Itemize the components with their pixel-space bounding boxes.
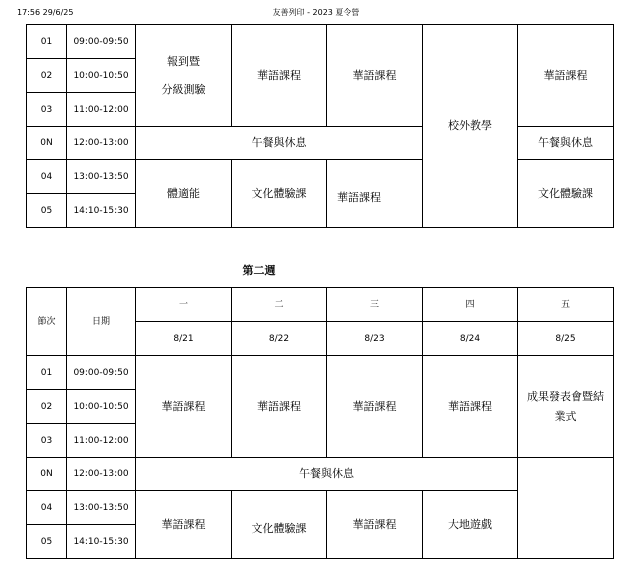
- checkin-cell: [136, 25, 232, 127]
- time-cell: 10:00-10:50: [67, 59, 136, 93]
- closing-ceremony-cell: [518, 356, 614, 458]
- mandarin-cell: 華語課程: [423, 356, 518, 458]
- period-cell: 01: [27, 356, 67, 390]
- date-header: 8/21: [136, 322, 232, 356]
- date-header: 8/24: [423, 322, 518, 356]
- time-cell: 09:00-09:50: [67, 25, 136, 59]
- mandarin-cell: 華語課程: [136, 356, 232, 458]
- mandarin-cell: 華語課程: [327, 25, 423, 127]
- table-row: [27, 458, 614, 491]
- day-header: 二: [232, 288, 327, 322]
- week1-schedule-table: [26, 24, 614, 228]
- pe-cell: 體適能: [136, 160, 232, 228]
- period-cell: 04: [27, 160, 67, 194]
- period-cell: 0N: [27, 127, 67, 160]
- time-cell: 14:10-15:30: [67, 525, 136, 559]
- table-row: [27, 127, 614, 160]
- lunch-cell: 午餐與休息: [136, 458, 518, 491]
- day-header: 四: [423, 288, 518, 322]
- mandarin-cell: 華語課程: [232, 25, 327, 127]
- period-cell: 0N: [27, 458, 67, 491]
- date-column-header: 日期: [67, 288, 136, 356]
- lunch-cell: 午餐與休息: [518, 127, 614, 160]
- period-cell: 05: [27, 194, 67, 228]
- time-cell: 11:00-12:00: [67, 93, 136, 127]
- period-cell: 01: [27, 25, 67, 59]
- culture-cell: 文化體驗課: [232, 491, 327, 559]
- time-cell: 12:00-13:00: [67, 458, 136, 491]
- checkin-line2: 分級測驗: [161, 82, 206, 96]
- day-header: 一: [136, 288, 232, 322]
- date-header: 8/22: [232, 322, 327, 356]
- closing-line2: 業式: [554, 409, 577, 423]
- period-column-header: 節次: [27, 288, 67, 356]
- culture-cell: 文化體驗課: [518, 160, 614, 228]
- time-cell: 10:00-10:50: [67, 390, 136, 424]
- week2-heading: 第二週: [242, 264, 276, 277]
- mandarin-cell: 華語課程: [327, 160, 423, 228]
- period-cell: 05: [27, 525, 67, 559]
- mandarin-cell: 華語課程: [232, 356, 327, 458]
- period-cell: 03: [27, 93, 67, 127]
- table-row: [27, 356, 614, 390]
- empty-cell: [518, 458, 614, 559]
- week2-schedule-table: [26, 287, 614, 559]
- mandarin-cell: 華語課程: [136, 491, 232, 559]
- print-timestamp: 17:56 29/6/25: [17, 8, 74, 17]
- time-cell: 11:00-12:00: [67, 424, 136, 458]
- period-cell: 02: [27, 390, 67, 424]
- time-cell: 13:00-13:50: [67, 491, 136, 525]
- time-cell: 14:10-15:30: [67, 194, 136, 228]
- day-header: 五: [518, 288, 614, 322]
- table-header-row: [27, 288, 614, 322]
- time-cell: 13:00-13:50: [67, 160, 136, 194]
- checkin-line1: 報到暨: [167, 54, 200, 68]
- time-cell: 09:00-09:50: [67, 356, 136, 390]
- mandarin-cell: 華語課程: [327, 491, 423, 559]
- lunch-cell: 午餐與休息: [136, 127, 423, 160]
- print-title: 友善列印 - 2023 夏令營: [272, 8, 360, 17]
- period-cell: 04: [27, 491, 67, 525]
- period-cell: 03: [27, 424, 67, 458]
- day-header: 三: [327, 288, 423, 322]
- closing-line1: 成果發表會暨結: [527, 389, 604, 403]
- time-cell: 12:00-13:00: [67, 127, 136, 160]
- field-trip-cell: 校外教學: [423, 25, 518, 228]
- table-row: [27, 160, 614, 194]
- mandarin-cell: 華語課程: [518, 25, 614, 127]
- date-header: 8/25: [518, 322, 614, 356]
- mandarin-cell: 華語課程: [327, 356, 423, 458]
- period-cell: 02: [27, 59, 67, 93]
- field-game-cell: 大地遊戲: [423, 491, 518, 559]
- culture-cell: 文化體驗課: [232, 160, 327, 228]
- date-header: 8/23: [327, 322, 423, 356]
- table-row: [27, 25, 614, 59]
